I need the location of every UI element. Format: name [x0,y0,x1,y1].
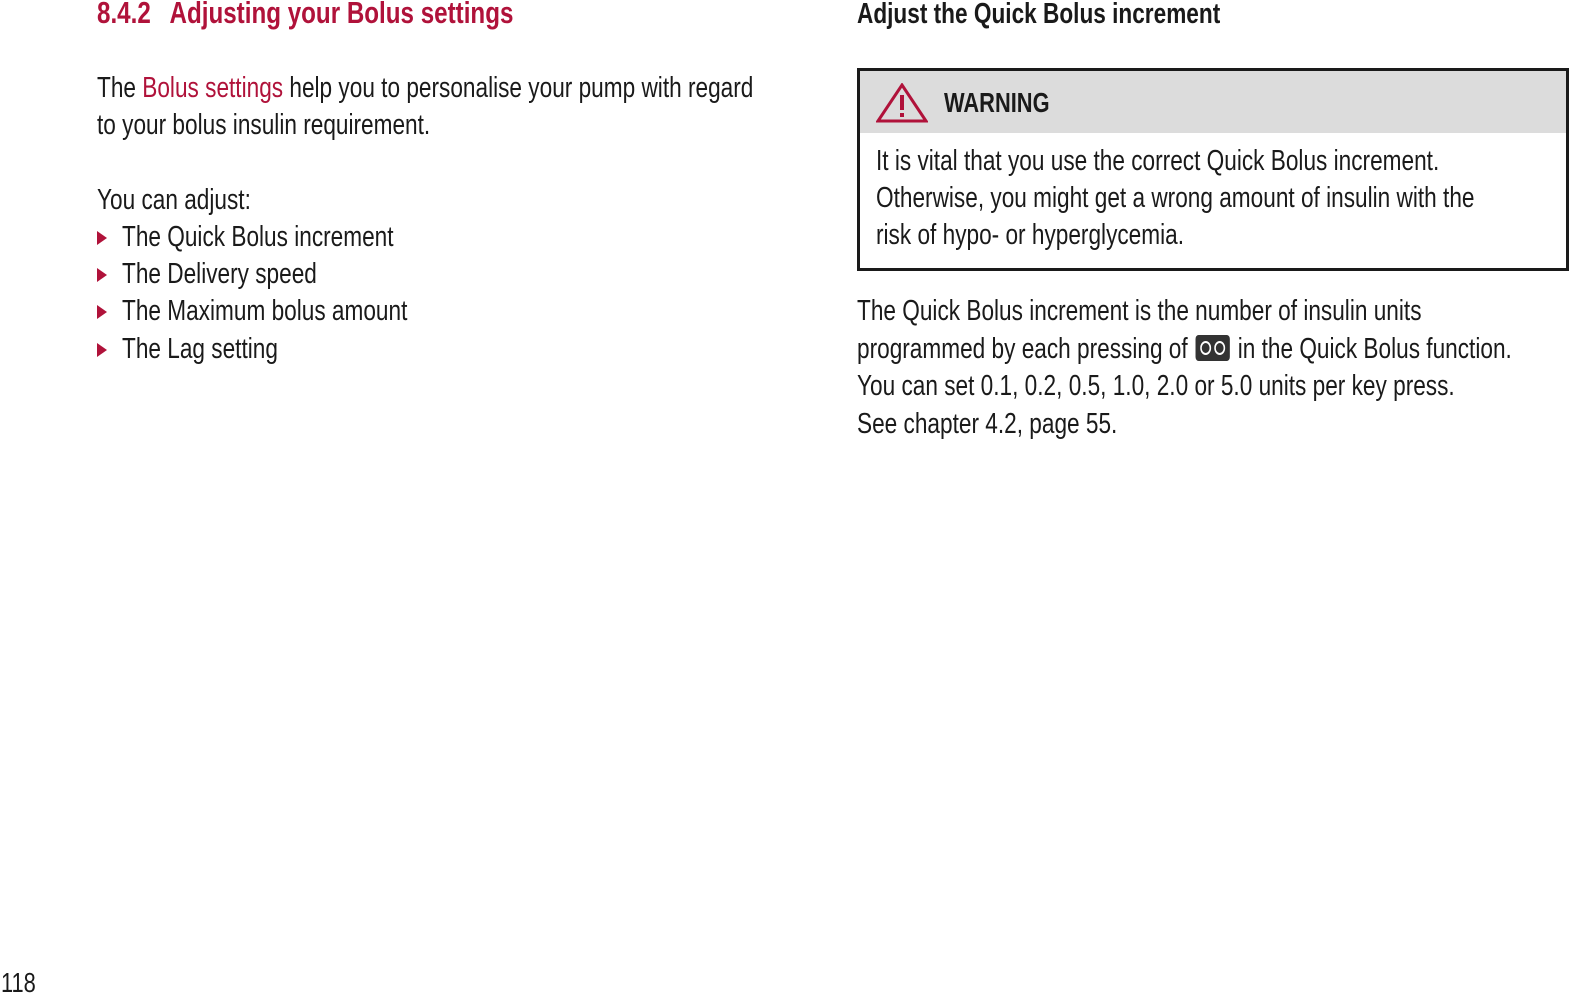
warning-text-line: risk of hypo- or hyperglycemia. [876,219,1185,251]
quick-bolus-key-icon [1196,335,1230,361]
warning-triangle-icon [876,83,928,123]
paragraph-line-2: programmed by each pressing of in the Quick Bolus function. [857,333,1512,365]
intro-line-2: to your bolus insulin requirement. [97,109,431,141]
page-number: 118 [1,967,36,998]
section-title: Adjusting your Bolus settings [169,0,514,30]
intro-line-1: The Bolus settings help you to personalise your pump with regard [97,72,754,104]
warning-header [860,71,1566,133]
bolus-settings-link: Bolus settings [142,72,284,104]
section-heading [97,0,631,32]
bullet-arrow-icon [97,231,107,245]
paragraph-line-4: See chapter 4.2, page 55. [857,408,1118,440]
section-number: 8.4.2 [97,0,151,30]
bullet-arrow-icon [97,343,107,357]
paragraph-line-1: The Quick Bolus increment is the number of insulin units [857,295,1422,327]
paragraph-line-3: You can set 0.1, 0.2, 0.5, 1.0, 2.0 or 5.0 units per key press. [857,370,1455,402]
adjust-label: You can adjust: [97,184,251,216]
warning-text-line: It is vital that you use the correct Quick Bolus increment. [876,145,1440,177]
warning-text-line: Otherwise, you might get a wrong amount of insulin with the [876,182,1475,214]
warning-title: WARNING [944,87,1050,118]
bullet-arrow-icon [97,268,107,282]
warning-box [857,68,1569,271]
bullet-arrow-icon [97,305,107,319]
subsection-heading: Adjust the Quick Bolus increment [857,0,1221,30]
